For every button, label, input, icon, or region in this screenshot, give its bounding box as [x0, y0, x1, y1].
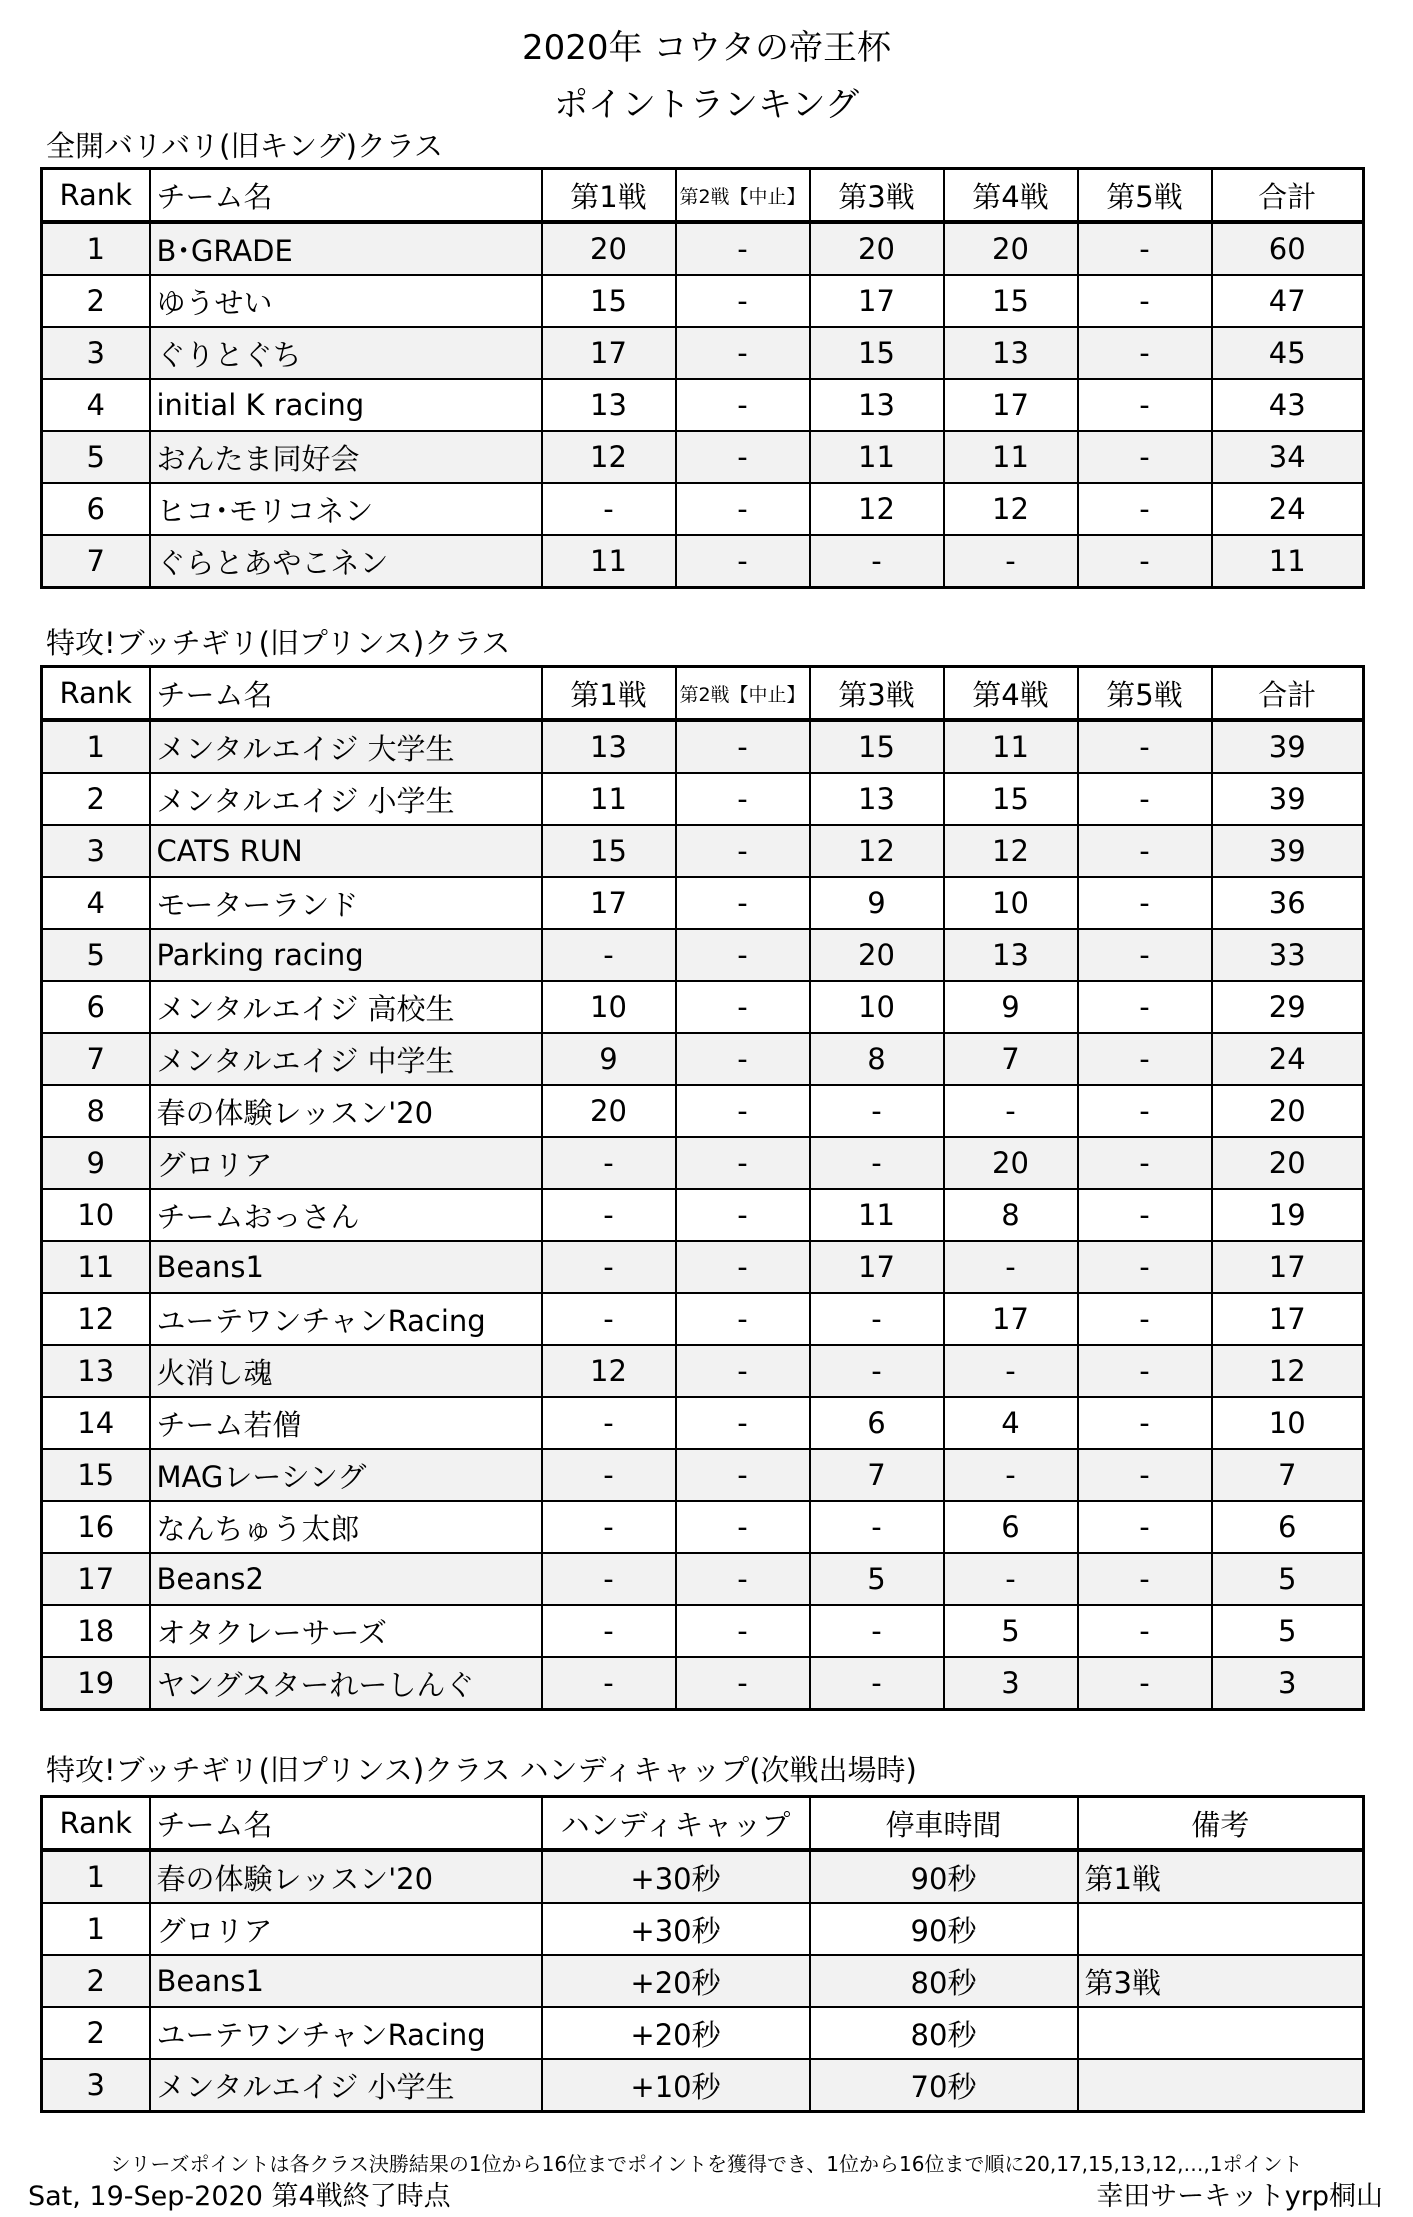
- cell-remarks: [1078, 2059, 1364, 2112]
- table-row: [42, 327, 1364, 379]
- cell-race4: 9: [944, 981, 1078, 1033]
- cell-rank: 1: [42, 1903, 150, 1955]
- cell-team: Beans1: [150, 1241, 542, 1293]
- cell-team: ゆうせい: [150, 275, 542, 327]
- table-row: [42, 1345, 1364, 1397]
- table-row: [42, 773, 1364, 825]
- table-row: [42, 535, 1364, 588]
- cell-total: 6: [1212, 1501, 1364, 1553]
- cell-race5: -: [1078, 720, 1212, 773]
- cell-race1: 9: [542, 1033, 676, 1085]
- table-row: [42, 877, 1364, 929]
- cell-race5: -: [1078, 1189, 1212, 1241]
- cell-race5: -: [1078, 1657, 1212, 1710]
- cell-team: メンタルエイジ 小学生: [150, 2059, 542, 2112]
- cell-race1: 12: [542, 431, 676, 483]
- cell-race3: 12: [810, 483, 944, 535]
- cell-race3: 8: [810, 1033, 944, 1085]
- cell-total: 24: [1212, 1033, 1364, 1085]
- cell-total: 47: [1212, 275, 1364, 327]
- cell-rank: 4: [42, 379, 150, 431]
- cell-race5: -: [1078, 877, 1212, 929]
- cell-race2: -: [676, 720, 810, 773]
- cell-race1: 15: [542, 275, 676, 327]
- col-header-race4: 第4戦: [944, 667, 1078, 721]
- cell-race2: -: [676, 1449, 810, 1501]
- table-row: [42, 483, 1364, 535]
- cell-rank: 17: [42, 1553, 150, 1605]
- cell-race4: -: [944, 1241, 1078, 1293]
- cell-race5: -: [1078, 1397, 1212, 1449]
- col-header-team: チーム名: [150, 169, 542, 223]
- cell-race1: -: [542, 1241, 676, 1293]
- col-header-team: チーム名: [150, 667, 542, 721]
- cell-race1: -: [542, 1605, 676, 1657]
- cell-race2: -: [676, 483, 810, 535]
- cell-race3: -: [810, 1605, 944, 1657]
- cell-race2: -: [676, 1553, 810, 1605]
- cell-total: 11: [1212, 535, 1364, 588]
- col-header-rank: Rank: [42, 169, 150, 223]
- cell-remarks: 第3戦: [1078, 1955, 1364, 2007]
- cell-team: ユーテワンチャンRacing: [150, 2007, 542, 2059]
- cell-team: グロリア: [150, 1903, 542, 1955]
- table-header-row: [42, 1797, 1364, 1851]
- cell-stop-time: 90秒: [810, 1850, 1078, 1903]
- cell-rank: 7: [42, 535, 150, 588]
- cell-race4: 15: [944, 773, 1078, 825]
- table-row: [42, 2007, 1364, 2059]
- cell-race3: 11: [810, 1189, 944, 1241]
- cell-race4: 11: [944, 720, 1078, 773]
- cell-race5: -: [1078, 1241, 1212, 1293]
- cell-race3: 17: [810, 1241, 944, 1293]
- cell-race2: -: [676, 327, 810, 379]
- cell-race1: 11: [542, 773, 676, 825]
- cell-race2: -: [676, 222, 810, 275]
- cell-team: initial K racing: [150, 379, 542, 431]
- cell-race2: -: [676, 981, 810, 1033]
- cell-race1: -: [542, 1137, 676, 1189]
- cell-race3: 6: [810, 1397, 944, 1449]
- cell-race2: -: [676, 1033, 810, 1085]
- cell-race2: -: [676, 1397, 810, 1449]
- col-header-race4: 第4戦: [944, 169, 1078, 223]
- cell-team: おんたま同好会: [150, 431, 542, 483]
- cell-race4: -: [944, 1553, 1078, 1605]
- cell-rank: 19: [42, 1657, 150, 1710]
- cell-race1: 13: [542, 720, 676, 773]
- cell-race4: 13: [944, 327, 1078, 379]
- cell-rank: 5: [42, 431, 150, 483]
- col-header-stop-time: 停車時間: [810, 1797, 1078, 1851]
- table-row: [42, 1903, 1364, 1955]
- cell-total: 5: [1212, 1553, 1364, 1605]
- cell-race5: -: [1078, 535, 1212, 588]
- cell-race4: 7: [944, 1033, 1078, 1085]
- cell-race1: -: [542, 929, 676, 981]
- cell-race5: -: [1078, 825, 1212, 877]
- cell-team: B･GRADE: [150, 222, 542, 275]
- cell-total: 19: [1212, 1189, 1364, 1241]
- cell-team: CATS RUN: [150, 825, 542, 877]
- cell-total: 20: [1212, 1085, 1364, 1137]
- cell-total: 5: [1212, 1605, 1364, 1657]
- table-row: [42, 1501, 1364, 1553]
- cell-team: MAGレーシング: [150, 1449, 542, 1501]
- cell-race2: -: [676, 1189, 810, 1241]
- cell-race5: -: [1078, 483, 1212, 535]
- cell-race2: -: [676, 929, 810, 981]
- cell-race2: -: [676, 1293, 810, 1345]
- table-row: [42, 981, 1364, 1033]
- cell-team: Beans1: [150, 1955, 542, 2007]
- cell-rank: 15: [42, 1449, 150, 1501]
- cell-total: 39: [1212, 720, 1364, 773]
- cell-race3: 15: [810, 327, 944, 379]
- cell-rank: 1: [42, 720, 150, 773]
- table-row: [42, 222, 1364, 275]
- handicap-label: 特攻!ブッチギリ(旧プリンス)クラス ハンディキャップ(次戦出場時): [46, 1753, 917, 1787]
- cell-race2: -: [676, 1085, 810, 1137]
- col-header-race3: 第3戦: [810, 169, 944, 223]
- cell-race4: 12: [944, 483, 1078, 535]
- cell-race4: 8: [944, 1189, 1078, 1241]
- cell-rank: 2: [42, 773, 150, 825]
- cell-rank: 3: [42, 825, 150, 877]
- cell-handicap: +30秒: [542, 1903, 810, 1955]
- cell-total: 45: [1212, 327, 1364, 379]
- cell-rank: 2: [42, 275, 150, 327]
- cell-race1: 12: [542, 1345, 676, 1397]
- cell-race3: -: [810, 1137, 944, 1189]
- cell-race3: 15: [810, 720, 944, 773]
- cell-team: 春の体験レッスン'20: [150, 1085, 542, 1137]
- cell-race2: -: [676, 877, 810, 929]
- cell-race4: 12: [944, 825, 1078, 877]
- cell-race4: 10: [944, 877, 1078, 929]
- cell-rank: 13: [42, 1345, 150, 1397]
- col-header-race2: 第2戦【中止】: [676, 169, 810, 223]
- cell-total: 7: [1212, 1449, 1364, 1501]
- cell-race2: -: [676, 1137, 810, 1189]
- cell-team: 春の体験レッスン'20: [150, 1850, 542, 1903]
- footer-venue: 幸田サーキットyrp桐山: [1096, 2181, 1383, 2212]
- cell-rank: 8: [42, 1085, 150, 1137]
- cell-total: 20: [1212, 1137, 1364, 1189]
- cell-rank: 3: [42, 2059, 150, 2112]
- class2-ranking-table: [40, 665, 1365, 1711]
- cell-race1: -: [542, 1293, 676, 1345]
- table-row: [42, 1241, 1364, 1293]
- col-header-team: チーム名: [150, 1797, 542, 1851]
- cell-race5: -: [1078, 379, 1212, 431]
- cell-race3: -: [810, 1293, 944, 1345]
- class2-label: 特攻!ブッチギリ(旧プリンス)クラス: [46, 626, 511, 660]
- cell-race4: 17: [944, 379, 1078, 431]
- footnote: シリーズポイントは各クラス決勝結果の1位から16位までポイントを獲得でき、1位から16位まで順に20,17,15,13,12,…,1ポイント: [110, 2152, 1303, 2176]
- cell-race4: 3: [944, 1657, 1078, 1710]
- cell-race1: 10: [542, 981, 676, 1033]
- cell-race1: 20: [542, 1085, 676, 1137]
- cell-race3: -: [810, 1501, 944, 1553]
- cell-total: 17: [1212, 1293, 1364, 1345]
- table-row: [42, 2059, 1364, 2112]
- cell-race2: -: [676, 1657, 810, 1710]
- cell-race2: -: [676, 1501, 810, 1553]
- cell-rank: 18: [42, 1605, 150, 1657]
- cell-rank: 2: [42, 1955, 150, 2007]
- cell-race1: -: [542, 1657, 676, 1710]
- cell-race4: -: [944, 1345, 1078, 1397]
- cell-team: チーム若僧: [150, 1397, 542, 1449]
- cell-stop-time: 80秒: [810, 1955, 1078, 2007]
- cell-race5: -: [1078, 1449, 1212, 1501]
- cell-rank: 7: [42, 1033, 150, 1085]
- cell-handicap: +30秒: [542, 1850, 810, 1903]
- cell-race5: -: [1078, 1605, 1212, 1657]
- cell-race2: -: [676, 275, 810, 327]
- cell-total: 39: [1212, 825, 1364, 877]
- cell-total: 33: [1212, 929, 1364, 981]
- page-subtitle: ポイントランキング: [554, 85, 859, 125]
- col-header-race1: 第1戦: [542, 667, 676, 721]
- cell-race4: 13: [944, 929, 1078, 981]
- cell-race3: 20: [810, 222, 944, 275]
- cell-race4: 15: [944, 275, 1078, 327]
- cell-rank: 11: [42, 1241, 150, 1293]
- cell-rank: 1: [42, 222, 150, 275]
- col-header-handicap: ハンディキャップ: [542, 1797, 810, 1851]
- cell-race1: -: [542, 1397, 676, 1449]
- col-header-total: 合計: [1212, 667, 1364, 721]
- table-row: [42, 929, 1364, 981]
- cell-team: メンタルエイジ 大学生: [150, 720, 542, 773]
- cell-total: 3: [1212, 1657, 1364, 1710]
- col-header-race5: 第5戦: [1078, 169, 1212, 223]
- cell-remarks: [1078, 1903, 1364, 1955]
- page-title: 2020年 コウタの帝王杯: [522, 28, 891, 68]
- handicap-table: [40, 1795, 1365, 2113]
- class1-ranking-table: [40, 167, 1365, 589]
- cell-race4: 4: [944, 1397, 1078, 1449]
- cell-race5: -: [1078, 981, 1212, 1033]
- cell-total: 29: [1212, 981, 1364, 1033]
- cell-handicap: +20秒: [542, 2007, 810, 2059]
- cell-team: ぐりとぐち: [150, 327, 542, 379]
- cell-remarks: [1078, 2007, 1364, 2059]
- cell-race4: -: [944, 1085, 1078, 1137]
- col-header-rank: Rank: [42, 667, 150, 721]
- cell-race4: -: [944, 1449, 1078, 1501]
- cell-rank: 6: [42, 483, 150, 535]
- cell-race2: -: [676, 535, 810, 588]
- table-header-row: [42, 667, 1364, 721]
- cell-team: ヒコ･モリコネン: [150, 483, 542, 535]
- table-row: [42, 1137, 1364, 1189]
- cell-race3: 7: [810, 1449, 944, 1501]
- cell-race3: -: [810, 1345, 944, 1397]
- cell-remarks: 第1戦: [1078, 1850, 1364, 1903]
- cell-race1: -: [542, 1501, 676, 1553]
- cell-team: 火消し魂: [150, 1345, 542, 1397]
- footer-date: Sat, 19-Sep-2020 第4戦終了時点: [28, 2181, 451, 2212]
- cell-team: グロリア: [150, 1137, 542, 1189]
- cell-race1: -: [542, 483, 676, 535]
- cell-race3: 17: [810, 275, 944, 327]
- cell-race5: -: [1078, 929, 1212, 981]
- cell-rank: 2: [42, 2007, 150, 2059]
- cell-total: 43: [1212, 379, 1364, 431]
- col-header-remarks: 備考: [1078, 1797, 1364, 1851]
- col-header-race2: 第2戦【中止】: [676, 667, 810, 721]
- cell-team: なんちゅう太郎: [150, 1501, 542, 1553]
- cell-race5: -: [1078, 1553, 1212, 1605]
- table-row: [42, 1397, 1364, 1449]
- cell-race4: 11: [944, 431, 1078, 483]
- cell-race4: 6: [944, 1501, 1078, 1553]
- cell-team: オタクレーサーズ: [150, 1605, 542, 1657]
- cell-race4: 17: [944, 1293, 1078, 1345]
- table-row: [42, 825, 1364, 877]
- cell-race3: -: [810, 1085, 944, 1137]
- cell-race3: 12: [810, 825, 944, 877]
- cell-race1: -: [542, 1553, 676, 1605]
- cell-race5: -: [1078, 1501, 1212, 1553]
- cell-stop-time: 70秒: [810, 2059, 1078, 2112]
- cell-race5: -: [1078, 1293, 1212, 1345]
- cell-handicap: +20秒: [542, 1955, 810, 2007]
- cell-race2: -: [676, 773, 810, 825]
- cell-race4: 5: [944, 1605, 1078, 1657]
- cell-team: ユーテワンチャンRacing: [150, 1293, 542, 1345]
- cell-team: Beans2: [150, 1553, 542, 1605]
- cell-team: メンタルエイジ 高校生: [150, 981, 542, 1033]
- cell-race3: 5: [810, 1553, 944, 1605]
- cell-race4: 20: [944, 222, 1078, 275]
- cell-race5: -: [1078, 773, 1212, 825]
- cell-rank: 4: [42, 877, 150, 929]
- cell-race2: -: [676, 1605, 810, 1657]
- table-row: [42, 720, 1364, 773]
- cell-team: メンタルエイジ 中学生: [150, 1033, 542, 1085]
- cell-total: 10: [1212, 1397, 1364, 1449]
- table-row: [42, 1553, 1364, 1605]
- cell-stop-time: 90秒: [810, 1903, 1078, 1955]
- cell-total: 17: [1212, 1241, 1364, 1293]
- table-row: [42, 1605, 1364, 1657]
- cell-team: ヤングスターれーしんぐ: [150, 1657, 542, 1710]
- col-header-race1: 第1戦: [542, 169, 676, 223]
- cell-race4: -: [944, 535, 1078, 588]
- table-row: [42, 431, 1364, 483]
- cell-team: チームおっさん: [150, 1189, 542, 1241]
- cell-stop-time: 80秒: [810, 2007, 1078, 2059]
- cell-rank: 6: [42, 981, 150, 1033]
- col-header-race5: 第5戦: [1078, 667, 1212, 721]
- cell-rank: 10: [42, 1189, 150, 1241]
- col-header-race3: 第3戦: [810, 667, 944, 721]
- cell-race1: 13: [542, 379, 676, 431]
- col-header-total: 合計: [1212, 169, 1364, 223]
- cell-rank: 3: [42, 327, 150, 379]
- cell-team: ぐらとあやこネン: [150, 535, 542, 588]
- cell-race3: 9: [810, 877, 944, 929]
- cell-rank: 14: [42, 1397, 150, 1449]
- cell-race2: -: [676, 1345, 810, 1397]
- cell-race1: 15: [542, 825, 676, 877]
- cell-race3: 11: [810, 431, 944, 483]
- cell-total: 36: [1212, 877, 1364, 929]
- cell-total: 34: [1212, 431, 1364, 483]
- cell-race1: 11: [542, 535, 676, 588]
- cell-race1: 17: [542, 877, 676, 929]
- table-row: [42, 1449, 1364, 1501]
- cell-race3: 20: [810, 929, 944, 981]
- cell-rank: 9: [42, 1137, 150, 1189]
- cell-race5: -: [1078, 1085, 1212, 1137]
- cell-race5: -: [1078, 1137, 1212, 1189]
- cell-race5: -: [1078, 1033, 1212, 1085]
- cell-race3: 13: [810, 773, 944, 825]
- cell-rank: 12: [42, 1293, 150, 1345]
- cell-handicap: +10秒: [542, 2059, 810, 2112]
- table-row: [42, 1085, 1364, 1137]
- cell-team: モーターランド: [150, 877, 542, 929]
- cell-race1: 17: [542, 327, 676, 379]
- cell-race5: -: [1078, 222, 1212, 275]
- cell-race5: -: [1078, 327, 1212, 379]
- cell-race1: -: [542, 1449, 676, 1501]
- table-row: [42, 1033, 1364, 1085]
- cell-race3: 10: [810, 981, 944, 1033]
- table-row: [42, 379, 1364, 431]
- cell-race4: 20: [944, 1137, 1078, 1189]
- cell-race5: -: [1078, 1345, 1212, 1397]
- table-row: [42, 1189, 1364, 1241]
- cell-race3: 13: [810, 379, 944, 431]
- cell-total: 60: [1212, 222, 1364, 275]
- table-row: [42, 1850, 1364, 1903]
- cell-total: 39: [1212, 773, 1364, 825]
- cell-race2: -: [676, 379, 810, 431]
- cell-race2: -: [676, 431, 810, 483]
- cell-race5: -: [1078, 431, 1212, 483]
- cell-race2: -: [676, 825, 810, 877]
- cell-race1: 20: [542, 222, 676, 275]
- table-row: [42, 1657, 1364, 1710]
- cell-race3: -: [810, 535, 944, 588]
- cell-rank: 1: [42, 1850, 150, 1903]
- cell-team: Parking racing: [150, 929, 542, 981]
- class1-label: 全開バリバリ(旧キング)クラス: [46, 129, 444, 163]
- table-header-row: [42, 169, 1364, 223]
- table-row: [42, 275, 1364, 327]
- cell-team: メンタルエイジ 小学生: [150, 773, 542, 825]
- cell-total: 24: [1212, 483, 1364, 535]
- cell-total: 12: [1212, 1345, 1364, 1397]
- cell-race1: -: [542, 1189, 676, 1241]
- cell-race3: -: [810, 1657, 944, 1710]
- table-row: [42, 1955, 1364, 2007]
- cell-rank: 5: [42, 929, 150, 981]
- cell-race5: -: [1078, 275, 1212, 327]
- cell-race2: -: [676, 1241, 810, 1293]
- cell-rank: 16: [42, 1501, 150, 1553]
- table-row: [42, 1293, 1364, 1345]
- col-header-rank: Rank: [42, 1797, 150, 1851]
